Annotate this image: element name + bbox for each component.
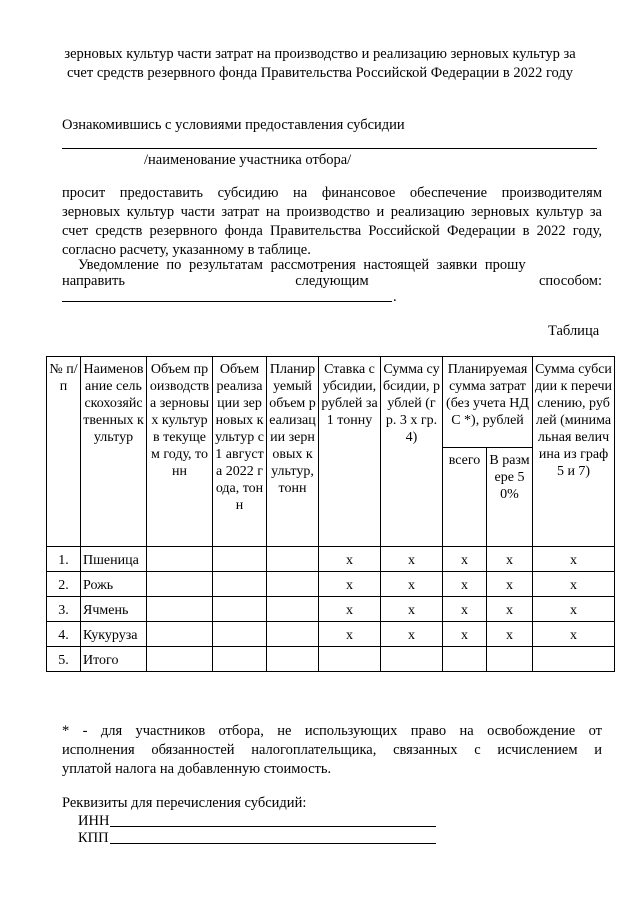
row-crop: Кукуруза bbox=[81, 622, 147, 647]
notice-line-1: Уведомление по результатам рассмотрения настоящей заявки прошу bbox=[78, 257, 526, 273]
table-header-row bbox=[47, 357, 615, 448]
cell bbox=[267, 597, 319, 622]
cell bbox=[147, 597, 213, 622]
header-line-1: зерновых культур части затрат на производство и реализацию зерновых культур за bbox=[64, 46, 576, 62]
cell: х bbox=[443, 547, 487, 572]
cell: х bbox=[533, 572, 615, 597]
cell: х bbox=[533, 547, 615, 572]
cell bbox=[319, 647, 381, 672]
cell bbox=[147, 572, 213, 597]
row-num: 3. bbox=[47, 597, 81, 622]
row-num: 4. bbox=[47, 622, 81, 647]
kpp-field-line bbox=[110, 843, 436, 844]
cell: х bbox=[487, 572, 533, 597]
cell: х bbox=[487, 597, 533, 622]
inn-label: ИНН bbox=[78, 813, 110, 829]
cell bbox=[533, 647, 615, 672]
notice-method-line bbox=[62, 301, 392, 302]
notice-line-2: направить следующим способом: bbox=[62, 273, 602, 289]
cell: х bbox=[319, 547, 381, 572]
row-num: 2. bbox=[47, 572, 81, 597]
cell bbox=[213, 597, 267, 622]
cell bbox=[443, 647, 487, 672]
requisites-title: Реквизиты для перечисления субсидий: bbox=[62, 795, 307, 811]
header-line-2: счет средств резервного фонда Правительства Российской Федерации в 2022 году bbox=[66, 65, 574, 81]
cell bbox=[267, 622, 319, 647]
cell: х bbox=[533, 622, 615, 647]
cell bbox=[147, 547, 213, 572]
participant-caption: /наименование участника отбора/ bbox=[144, 152, 352, 168]
header-num: № п/п bbox=[47, 357, 81, 547]
cell bbox=[213, 647, 267, 672]
participant-name-line bbox=[62, 148, 597, 149]
kpp-label: КПП bbox=[78, 830, 109, 846]
table-row bbox=[47, 572, 615, 597]
header-transfer-sum: Сумма субсидии к перечислению, рублей (минимальная величина из граф 5 и 7) bbox=[533, 357, 615, 547]
cell bbox=[213, 547, 267, 572]
row-num: 1. bbox=[47, 547, 81, 572]
table-row bbox=[47, 547, 615, 572]
header-production-volume: Объем производства зерновых культур в текущем году, тонн bbox=[147, 357, 213, 547]
cell bbox=[267, 547, 319, 572]
header-half: В размере 50% bbox=[487, 448, 533, 547]
header-total: всего bbox=[443, 448, 487, 547]
subsidy-table bbox=[46, 356, 615, 672]
cell bbox=[267, 572, 319, 597]
cell bbox=[381, 647, 443, 672]
cell: х bbox=[319, 572, 381, 597]
notice-line-end: . bbox=[393, 289, 397, 305]
cell: х bbox=[381, 572, 443, 597]
cell: х bbox=[443, 572, 487, 597]
header-crop-name: Наименование сельскохозяйственных культур bbox=[81, 357, 147, 547]
intro-text: Ознакомившись с условиями предоставления субсидии bbox=[62, 117, 405, 133]
cell: х bbox=[533, 597, 615, 622]
footnote-line-2: исполнения обязанностей налогоплательщика, связанных с исчислением и bbox=[62, 742, 602, 758]
row-crop: Рожь bbox=[81, 572, 147, 597]
cell bbox=[147, 622, 213, 647]
header-subsidy-rate: Ставка субсидии, рублей за 1 тонну bbox=[319, 357, 381, 547]
row-crop: Ячмень bbox=[81, 597, 147, 622]
cell bbox=[487, 647, 533, 672]
table-row bbox=[47, 597, 615, 622]
row-crop: Пшеница bbox=[81, 547, 147, 572]
request-line-3: счет средств резервного фонда Правительства Российской Федерации в 2022 году, bbox=[62, 223, 602, 239]
cell: х bbox=[319, 622, 381, 647]
footnote-line-1: * - для участников отбора, не использующих право на освобождение от bbox=[62, 723, 602, 739]
header-sold-volume: Объем реализации зерновых культур с 1 августа 2022 года, тонн bbox=[213, 357, 267, 547]
cell bbox=[213, 622, 267, 647]
cell bbox=[147, 647, 213, 672]
cell: х bbox=[381, 597, 443, 622]
table-caption: Таблица bbox=[548, 323, 600, 339]
cell: х bbox=[443, 597, 487, 622]
header-subsidy-sum: Сумма субсидии, рублей (гр. 3 х гр. 4) bbox=[381, 357, 443, 547]
footnote-line-3: уплатой налога на добавленную стоимость. bbox=[62, 761, 332, 777]
request-line-4: согласно расчету, указанному в таблице. bbox=[62, 242, 311, 258]
inn-field-line bbox=[110, 826, 436, 827]
cell: х bbox=[381, 547, 443, 572]
header-planned-volume: Планируемый объем реализации зерновых культур, тонн bbox=[267, 357, 319, 547]
cell: х bbox=[319, 597, 381, 622]
cell: х bbox=[443, 622, 487, 647]
cell: х bbox=[487, 547, 533, 572]
cell: х bbox=[487, 622, 533, 647]
table-row bbox=[47, 622, 615, 647]
table-row bbox=[47, 647, 615, 672]
cell: х bbox=[381, 622, 443, 647]
header-planned-costs: Планируемая сумма затрат (без учета НДС *), рублей bbox=[443, 357, 533, 448]
row-num: 5. bbox=[47, 647, 81, 672]
cell bbox=[267, 647, 319, 672]
request-line-2: зерновых культур части затрат на производство и реализацию зерновых культур за bbox=[62, 204, 602, 220]
request-line-1: просит предоставить субсидию на финансовое обеспечение производителям bbox=[62, 185, 602, 201]
cell bbox=[213, 572, 267, 597]
row-crop: Итого bbox=[81, 647, 147, 672]
